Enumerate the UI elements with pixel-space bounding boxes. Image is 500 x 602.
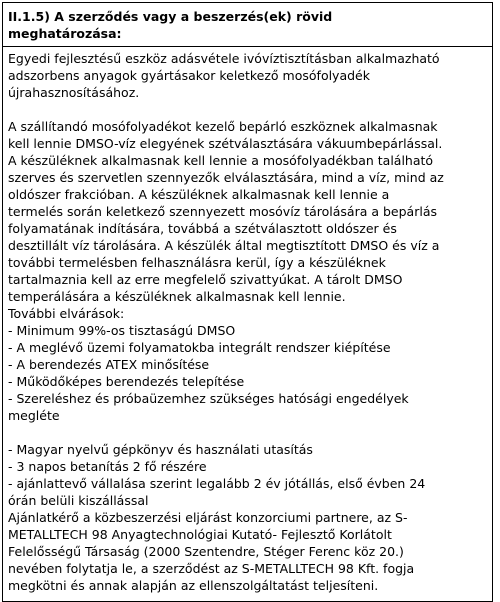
list-item: - ajánlattevő vállalása szerint legalább 2 év jótállás, első évben 24	[8, 476, 426, 491]
paragraph-intro	[8, 50, 486, 101]
text-line: termelés során keletkező szennyezett mosóvíz tárolására a bepárlás	[8, 204, 437, 219]
list-item: - Szereléshez és próbaüzemhez szükséges hatósági engedélyek	[8, 391, 409, 406]
text-line: Egyedi fejlesztésű eszköz adásvétele ivóvíztisztításban alkalmazható	[8, 51, 440, 66]
text-line: nevében folytatja le, a szerződést az S-METALLTECH 98 Kft. fogja	[8, 561, 415, 576]
list-item: - Magyar nyelvű gépkönyv és használati utasítás	[8, 442, 313, 457]
text-line: folyamatának indítására, továbbá a szétválasztott oldószer és	[8, 221, 397, 236]
text-line: desztillált víz tárolására. A készülék által megtisztított DMSO és víz a	[8, 238, 440, 253]
text-line: órán belüli kiszállással	[8, 493, 149, 508]
paragraph-requirements	[8, 118, 486, 424]
list-item: - Működőképes berendezés telepítése	[8, 374, 245, 389]
text-line: újrahasznosításához.	[8, 85, 140, 100]
paragraph-gap	[8, 424, 486, 441]
list-item: - Minimum 99%-os tisztaságú DMSO	[8, 323, 236, 338]
paragraph-additional	[8, 441, 486, 594]
text-line: METALLTECH 98 Anyagtechnológiai Kutató- Fejlesztő Korlátolt	[8, 527, 392, 542]
list-item: - A berendezés ATEX minősítése	[8, 357, 210, 372]
text-line: szerves és szervetlen szennyezők elválasztására, mind a víz, mind az	[8, 170, 444, 185]
section-body	[8, 50, 486, 594]
text-line: A készüléknek alkalmasnak kell lennie a mosófolyadékban található	[8, 153, 434, 168]
list-item: - 3 napos betanítás 2 fő részére	[8, 459, 207, 474]
text-line: A szállítandó mosófolyadékot kezelő bepárló eszköznek alkalmasnak	[8, 119, 438, 134]
text-line: megléte	[8, 408, 60, 423]
list-item: - A meglévő üzemi folyamatokba integrált rendszer kiépítése	[8, 340, 391, 355]
heading-line: II.1.5) A szerződés vagy a beszerzés(ek) rövid	[8, 9, 333, 24]
text-line: További elvárások:	[8, 306, 125, 321]
heading-line: meghatározása:	[8, 26, 122, 41]
text-line: további termelésben felhasználásra kerül, így a készüléknek	[8, 255, 386, 270]
text-line: tartalmaznia kell az erre megfelelő szivattyúkat. A tárolt DMSO	[8, 272, 403, 287]
heading-separator	[2, 46, 493, 47]
text-line: temperálására a készüléknek alkalmasnak kell lennie.	[8, 289, 346, 304]
text-line: megkötni és annak alapján az ellenszolgáltatást teljesíteni.	[8, 578, 379, 593]
text-line: Felelősségű Társaság (2000 Szentendre, Stéger Ferenc köz 20.)	[8, 544, 404, 559]
text-line: kell lennie DMSO-víz elegyének szétválasztására vákuumbepárlással.	[8, 136, 443, 151]
paragraph-gap	[8, 101, 486, 118]
text-line: oldószer frakcióban. A készüléknek alkalmasnak kell lennie a	[8, 187, 390, 202]
text-line: adszorbens anyagok gyártásakor keletkező mosófolyadék	[8, 68, 370, 83]
section-heading	[8, 8, 478, 42]
text-line: Ajánlatkérő a közbeszerzési eljárást konzorciumi partnere, az S-	[8, 510, 408, 525]
